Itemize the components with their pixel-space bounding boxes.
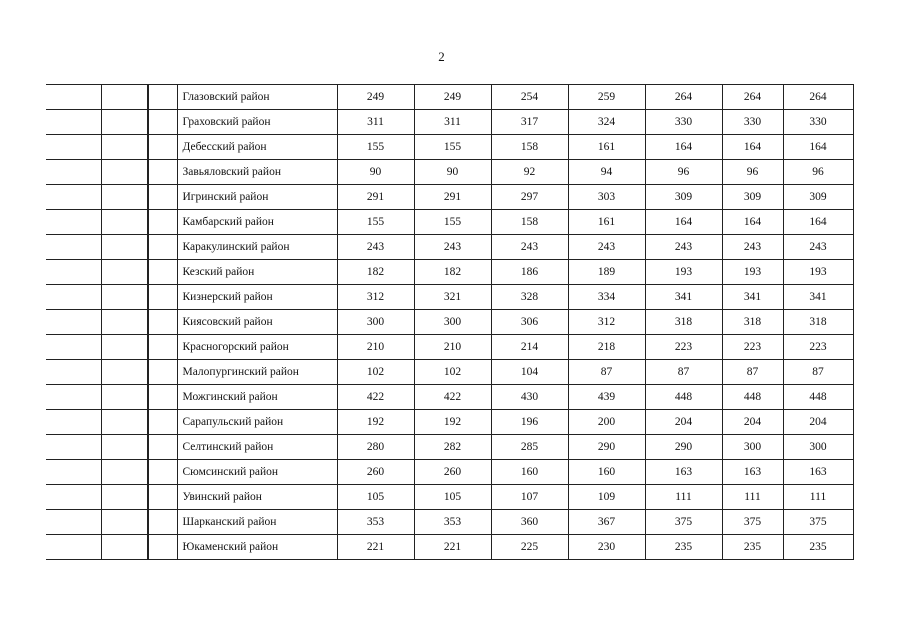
empty-cell <box>148 260 177 285</box>
value-cell: 243 <box>722 235 783 260</box>
value-cell: 367 <box>568 510 645 535</box>
value-cell: 300 <box>414 310 491 335</box>
value-cell: 155 <box>337 210 414 235</box>
value-cell: 105 <box>337 485 414 510</box>
value-cell: 192 <box>337 410 414 435</box>
empty-cell <box>101 310 148 335</box>
value-cell: 341 <box>783 285 853 310</box>
district-name-cell: Малопургинский район <box>177 360 337 385</box>
value-cell: 318 <box>722 310 783 335</box>
value-cell: 204 <box>645 410 722 435</box>
district-name-cell: Кизнерский район <box>177 285 337 310</box>
empty-cell <box>46 160 101 185</box>
value-cell: 160 <box>568 460 645 485</box>
empty-cell <box>46 235 101 260</box>
value-cell: 158 <box>491 210 568 235</box>
value-cell: 163 <box>722 460 783 485</box>
value-cell: 161 <box>568 135 645 160</box>
table-row <box>46 85 853 110</box>
empty-cell <box>46 460 101 485</box>
value-cell: 306 <box>491 310 568 335</box>
empty-cell <box>148 185 177 210</box>
value-cell: 291 <box>337 185 414 210</box>
value-cell: 243 <box>491 235 568 260</box>
value-cell: 96 <box>645 160 722 185</box>
empty-cell <box>101 235 148 260</box>
table-row <box>46 260 853 285</box>
empty-cell <box>46 110 101 135</box>
empty-cell <box>46 185 101 210</box>
table-row <box>46 310 853 335</box>
value-cell: 375 <box>645 510 722 535</box>
value-cell: 353 <box>337 510 414 535</box>
value-cell: 107 <box>491 485 568 510</box>
value-cell: 291 <box>414 185 491 210</box>
empty-cell <box>46 485 101 510</box>
table-row <box>46 135 853 160</box>
value-cell: 87 <box>645 360 722 385</box>
empty-cell <box>46 510 101 535</box>
value-cell: 109 <box>568 485 645 510</box>
value-cell: 204 <box>722 410 783 435</box>
value-cell: 90 <box>414 160 491 185</box>
empty-cell <box>148 460 177 485</box>
empty-cell <box>148 160 177 185</box>
empty-cell <box>148 360 177 385</box>
table-row <box>46 285 853 310</box>
value-cell: 282 <box>414 435 491 460</box>
value-cell: 164 <box>783 135 853 160</box>
value-cell: 200 <box>568 410 645 435</box>
value-cell: 264 <box>722 85 783 110</box>
value-cell: 422 <box>337 385 414 410</box>
district-name-cell: Сюмсинский район <box>177 460 337 485</box>
empty-cell <box>148 410 177 435</box>
empty-cell <box>148 435 177 460</box>
value-cell: 243 <box>783 235 853 260</box>
value-cell: 161 <box>568 210 645 235</box>
table-row <box>46 435 853 460</box>
value-cell: 280 <box>337 435 414 460</box>
empty-cell <box>148 535 177 560</box>
value-cell: 235 <box>645 535 722 560</box>
value-cell: 439 <box>568 385 645 410</box>
value-cell: 334 <box>568 285 645 310</box>
empty-cell <box>101 410 148 435</box>
value-cell: 254 <box>491 85 568 110</box>
district-name-cell: Сарапульский район <box>177 410 337 435</box>
district-name-cell: Кезский район <box>177 260 337 285</box>
value-cell: 330 <box>722 110 783 135</box>
value-cell: 324 <box>568 110 645 135</box>
value-cell: 311 <box>337 110 414 135</box>
value-cell: 375 <box>783 510 853 535</box>
value-cell: 102 <box>337 360 414 385</box>
value-cell: 223 <box>645 335 722 360</box>
empty-cell <box>46 410 101 435</box>
value-cell: 221 <box>414 535 491 560</box>
empty-cell <box>46 385 101 410</box>
empty-cell <box>148 485 177 510</box>
value-cell: 290 <box>568 435 645 460</box>
value-cell: 309 <box>722 185 783 210</box>
value-cell: 297 <box>491 185 568 210</box>
value-cell: 164 <box>722 135 783 160</box>
value-cell: 111 <box>783 485 853 510</box>
value-cell: 249 <box>414 85 491 110</box>
value-cell: 309 <box>645 185 722 210</box>
value-cell: 87 <box>783 360 853 385</box>
value-cell: 96 <box>783 160 853 185</box>
value-cell: 422 <box>414 385 491 410</box>
empty-cell <box>101 285 148 310</box>
value-cell: 160 <box>491 460 568 485</box>
value-cell: 193 <box>722 260 783 285</box>
value-cell: 264 <box>645 85 722 110</box>
empty-cell <box>148 110 177 135</box>
value-cell: 243 <box>337 235 414 260</box>
page-number: 2 <box>438 49 445 64</box>
empty-cell <box>148 510 177 535</box>
value-cell: 225 <box>491 535 568 560</box>
value-cell: 193 <box>783 260 853 285</box>
value-cell: 182 <box>414 260 491 285</box>
empty-cell <box>46 210 101 235</box>
value-cell: 204 <box>783 410 853 435</box>
value-cell: 243 <box>645 235 722 260</box>
table-row <box>46 110 853 135</box>
value-cell: 90 <box>337 160 414 185</box>
district-table <box>46 84 854 560</box>
value-cell: 243 <box>414 235 491 260</box>
empty-cell <box>148 310 177 335</box>
district-name-cell: Селтинский район <box>177 435 337 460</box>
value-cell: 111 <box>722 485 783 510</box>
value-cell: 235 <box>783 535 853 560</box>
value-cell: 430 <box>491 385 568 410</box>
value-cell: 155 <box>337 135 414 160</box>
district-name-cell: Киясовский район <box>177 310 337 335</box>
district-name-cell: Каракулинский район <box>177 235 337 260</box>
empty-cell <box>46 85 101 110</box>
value-cell: 96 <box>722 160 783 185</box>
value-cell: 230 <box>568 535 645 560</box>
empty-cell <box>46 260 101 285</box>
value-cell: 155 <box>414 135 491 160</box>
value-cell: 303 <box>568 185 645 210</box>
district-name-cell: Завьяловский район <box>177 160 337 185</box>
value-cell: 111 <box>645 485 722 510</box>
table-row <box>46 360 853 385</box>
value-cell: 155 <box>414 210 491 235</box>
value-cell: 260 <box>414 460 491 485</box>
value-cell: 321 <box>414 285 491 310</box>
value-cell: 192 <box>414 410 491 435</box>
value-cell: 260 <box>337 460 414 485</box>
empty-cell <box>101 435 148 460</box>
district-name-cell: Увинский район <box>177 485 337 510</box>
empty-cell <box>101 135 148 160</box>
value-cell: 235 <box>722 535 783 560</box>
empty-cell <box>101 460 148 485</box>
value-cell: 102 <box>414 360 491 385</box>
empty-cell <box>101 185 148 210</box>
empty-cell <box>101 360 148 385</box>
value-cell: 249 <box>337 85 414 110</box>
empty-cell <box>46 285 101 310</box>
value-cell: 163 <box>645 460 722 485</box>
district-name-cell: Шарканский район <box>177 510 337 535</box>
value-cell: 243 <box>568 235 645 260</box>
value-cell: 317 <box>491 110 568 135</box>
empty-cell <box>101 160 148 185</box>
value-cell: 87 <box>568 360 645 385</box>
empty-cell <box>46 360 101 385</box>
value-cell: 312 <box>337 285 414 310</box>
value-cell: 375 <box>722 510 783 535</box>
empty-cell <box>101 510 148 535</box>
table-row <box>46 535 853 560</box>
empty-cell <box>101 85 148 110</box>
empty-cell <box>101 210 148 235</box>
value-cell: 448 <box>645 385 722 410</box>
value-cell: 221 <box>337 535 414 560</box>
table-row <box>46 385 853 410</box>
value-cell: 189 <box>568 260 645 285</box>
district-name-cell: Дебесский район <box>177 135 337 160</box>
table-row <box>46 460 853 485</box>
empty-cell <box>148 285 177 310</box>
value-cell: 353 <box>414 510 491 535</box>
value-cell: 210 <box>337 335 414 360</box>
value-cell: 300 <box>337 310 414 335</box>
empty-cell <box>101 535 148 560</box>
table-row <box>46 235 853 260</box>
district-name-cell: Юкаменский район <box>177 535 337 560</box>
value-cell: 318 <box>783 310 853 335</box>
empty-cell <box>101 485 148 510</box>
empty-cell <box>46 435 101 460</box>
value-cell: 309 <box>783 185 853 210</box>
empty-cell <box>101 385 148 410</box>
value-cell: 164 <box>645 135 722 160</box>
table-row <box>46 210 853 235</box>
value-cell: 164 <box>783 210 853 235</box>
value-cell: 300 <box>783 435 853 460</box>
district-name-cell: Глазовский район <box>177 85 337 110</box>
value-cell: 448 <box>783 385 853 410</box>
table-row <box>46 485 853 510</box>
value-cell: 210 <box>414 335 491 360</box>
value-cell: 300 <box>722 435 783 460</box>
value-cell: 196 <box>491 410 568 435</box>
table-row <box>46 185 853 210</box>
value-cell: 264 <box>783 85 853 110</box>
value-cell: 312 <box>568 310 645 335</box>
empty-cell <box>148 135 177 160</box>
value-cell: 105 <box>414 485 491 510</box>
value-cell: 223 <box>722 335 783 360</box>
table-row <box>46 510 853 535</box>
value-cell: 311 <box>414 110 491 135</box>
value-cell: 259 <box>568 85 645 110</box>
empty-cell <box>148 335 177 360</box>
district-name-cell: Камбарский район <box>177 210 337 235</box>
value-cell: 341 <box>645 285 722 310</box>
value-cell: 290 <box>645 435 722 460</box>
value-cell: 193 <box>645 260 722 285</box>
table-row <box>46 410 853 435</box>
value-cell: 330 <box>783 110 853 135</box>
value-cell: 186 <box>491 260 568 285</box>
empty-cell <box>46 135 101 160</box>
empty-cell <box>46 535 101 560</box>
district-name-cell: Красногорский район <box>177 335 337 360</box>
value-cell: 163 <box>783 460 853 485</box>
value-cell: 448 <box>722 385 783 410</box>
value-cell: 104 <box>491 360 568 385</box>
empty-cell <box>148 85 177 110</box>
table-row <box>46 160 853 185</box>
value-cell: 285 <box>491 435 568 460</box>
value-cell: 94 <box>568 160 645 185</box>
value-cell: 214 <box>491 335 568 360</box>
value-cell: 164 <box>645 210 722 235</box>
value-cell: 182 <box>337 260 414 285</box>
value-cell: 218 <box>568 335 645 360</box>
empty-cell <box>101 260 148 285</box>
district-name-cell: Можгинский район <box>177 385 337 410</box>
value-cell: 158 <box>491 135 568 160</box>
value-cell: 87 <box>722 360 783 385</box>
empty-cell <box>101 335 148 360</box>
value-cell: 330 <box>645 110 722 135</box>
district-name-cell: Игринский район <box>177 185 337 210</box>
empty-cell <box>148 210 177 235</box>
district-name-cell: Граховский район <box>177 110 337 135</box>
value-cell: 223 <box>783 335 853 360</box>
empty-cell <box>46 310 101 335</box>
value-cell: 92 <box>491 160 568 185</box>
empty-cell <box>46 335 101 360</box>
empty-cell <box>148 235 177 260</box>
table-body <box>46 85 853 560</box>
table-row <box>46 335 853 360</box>
empty-cell <box>148 385 177 410</box>
value-cell: 164 <box>722 210 783 235</box>
value-cell: 318 <box>645 310 722 335</box>
value-cell: 341 <box>722 285 783 310</box>
empty-cell <box>101 110 148 135</box>
value-cell: 328 <box>491 285 568 310</box>
value-cell: 360 <box>491 510 568 535</box>
